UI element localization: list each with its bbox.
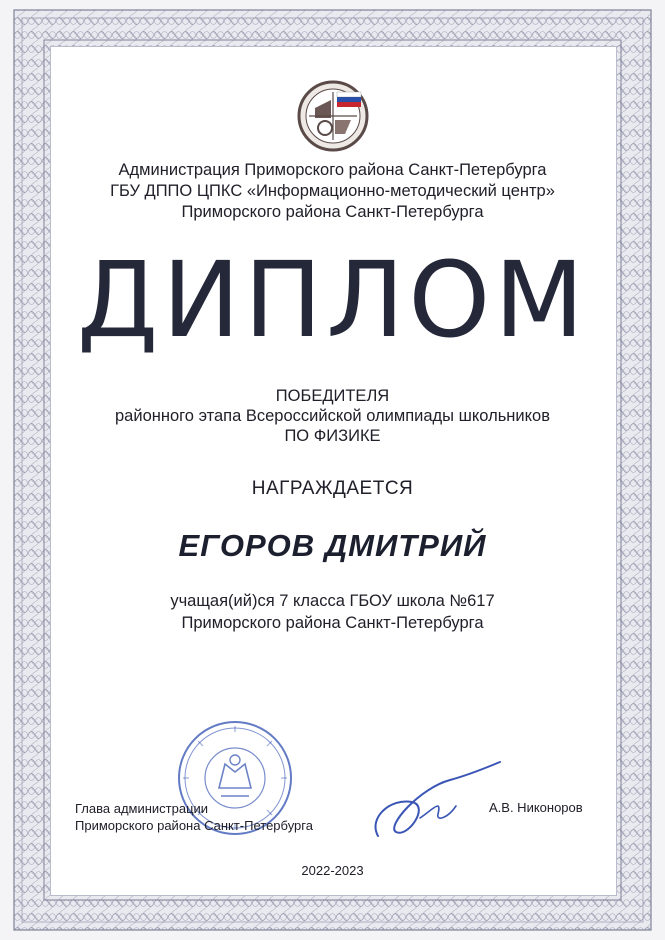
student-line: учащая(ий)ся 7 класса ГБОУ школа №617	[170, 592, 495, 610]
award-line: ПОБЕДИТЕЛЯ	[275, 387, 390, 405]
student-line: Приморского района Санкт-Петербурга	[181, 614, 484, 632]
award-line: ПО ФИЗИКЕ	[284, 427, 381, 445]
academic-year: 2022-2023	[301, 863, 364, 878]
signatory-position-line: Глава администрации	[75, 801, 209, 816]
student-info	[0, 590, 665, 634]
olympiad-emblem-icon	[295, 78, 371, 154]
organization-header	[0, 160, 665, 223]
award-description	[0, 386, 665, 446]
signatory-position-line: Приморского района Санкт-Петербурга	[75, 818, 313, 833]
signatory-name: А.В. Никоноров	[489, 800, 583, 815]
awarded-label: НАГРАЖДАЕТСЯ	[251, 478, 414, 499]
organization-line: ГБУ ДППО ЦПКС «Информационно-методический центр»	[110, 182, 555, 200]
recipient-name: ЕГОРОВ ДМИТРИЙ	[178, 528, 487, 563]
award-line: районного этапа Всероссийской олимпиады школьников	[115, 407, 550, 425]
signatory-position	[75, 800, 313, 834]
organization-line: Приморского района Санкт-Петербурга	[181, 203, 484, 221]
organization-line: Администрация Приморского района Санкт-Петербурга	[118, 161, 547, 179]
diploma-title: ДИПЛОМ	[76, 239, 589, 361]
signature-icon	[360, 758, 510, 858]
